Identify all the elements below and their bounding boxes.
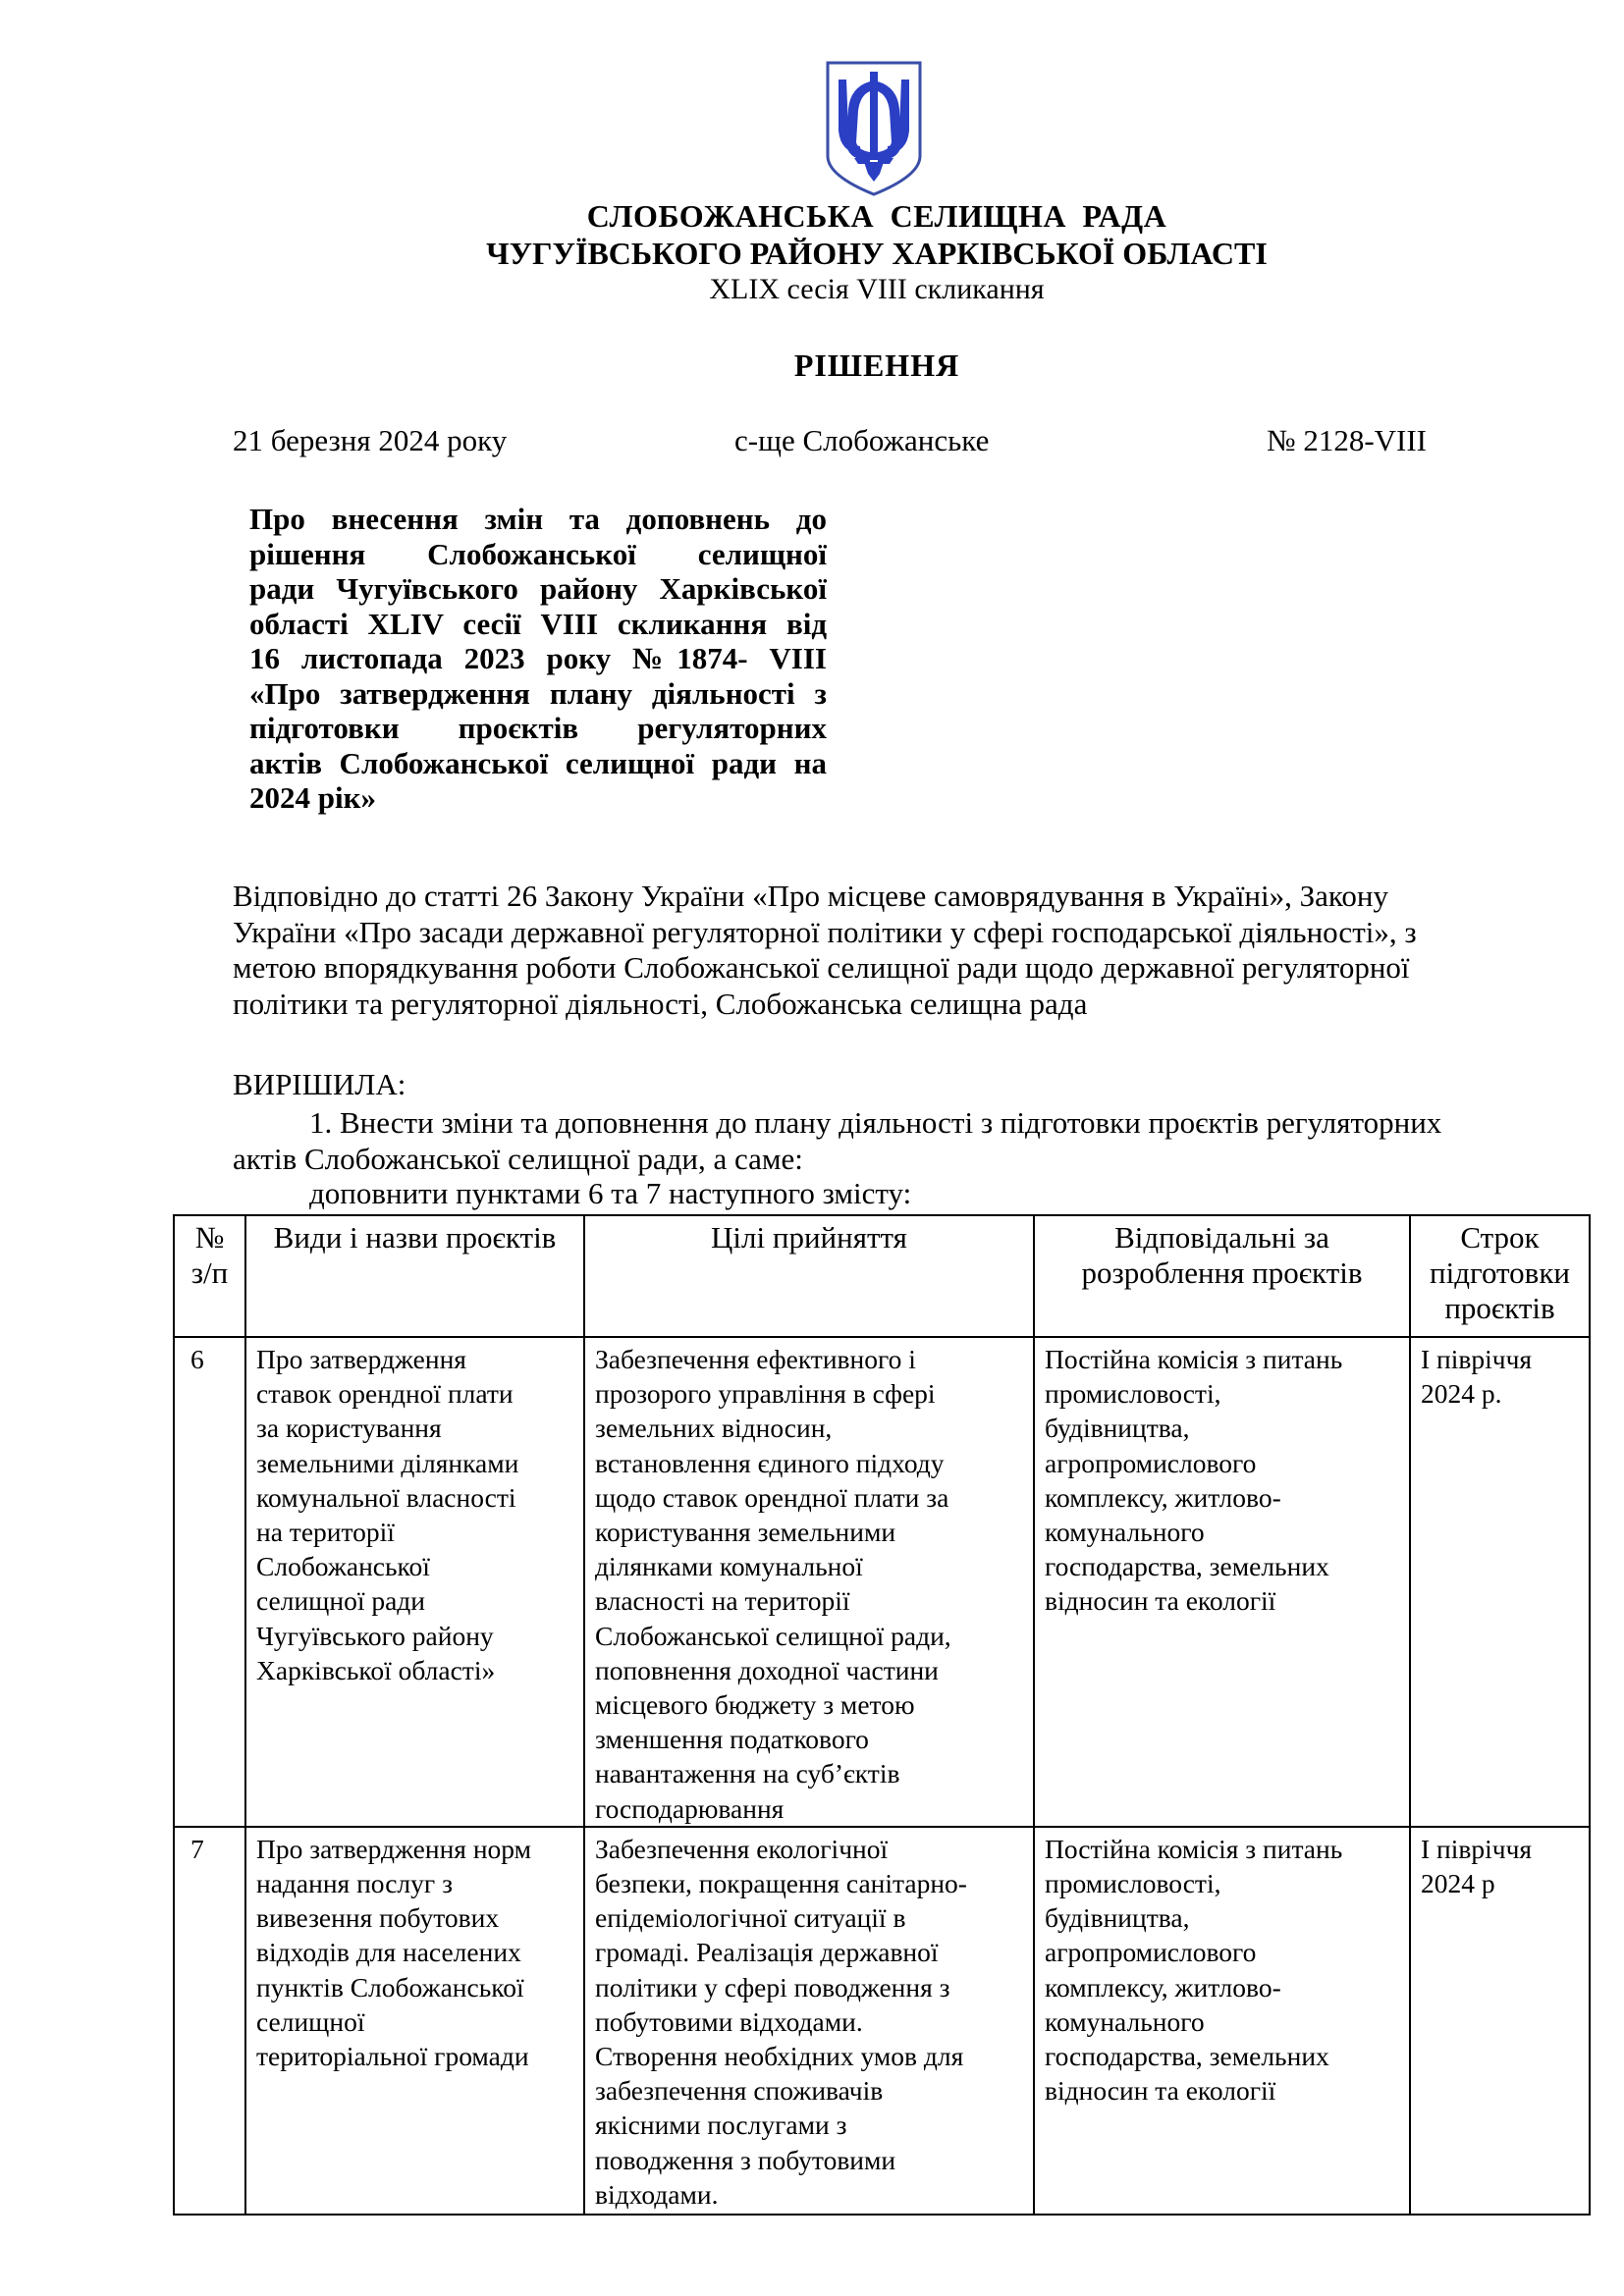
header-text: Відповідальні за (1114, 1220, 1329, 1255)
cell-line: за користування (256, 1413, 442, 1444)
district-name: ЧУГУЇВСЬКОГО РАЙОНУ ХАРКІВСЬКОЇ ОБЛАСТІ (486, 236, 1268, 271)
decision-subject (249, 502, 827, 816)
cell-term (1410, 1337, 1590, 1827)
cell-line: ставок орендної плати (256, 1378, 514, 1410)
cell-line: вивезення побутових (256, 1902, 500, 1934)
cell-project-name (245, 1337, 584, 1827)
header-term (1410, 1215, 1590, 1337)
cell-line: комунального (1045, 1517, 1205, 1548)
preamble-line: метою впорядкування роботи Слобожанської селищної ради щодо державної регуляторної (233, 950, 1410, 985)
cell-goals (584, 1337, 1034, 1827)
cell-line: забезпечення споживачів (595, 2075, 884, 2107)
cell-line: надання послуг з (256, 1868, 453, 1899)
cell-line: поводження з побутовими (595, 2144, 896, 2175)
cell-term (1410, 1827, 1590, 2215)
cell-line: встановлення єдиного підходу (595, 1447, 945, 1478)
cell-line: відносин та екології (1045, 2075, 1276, 2107)
cell-line: Про затвердження (256, 1344, 466, 1374)
subject-line: області XLIV сесії VIII скликання від (249, 606, 827, 641)
cell-line: Слобожанської (256, 1551, 430, 1582)
cell-responsible (1034, 1337, 1410, 1827)
cell-line: користування земельними (595, 1517, 896, 1548)
cell-line: земельними ділянками (256, 1447, 519, 1478)
document-type: РІШЕННЯ (793, 347, 960, 383)
cell-number: 6 (174, 1337, 245, 1827)
point-1 (233, 1105, 1529, 1177)
table-header-row (174, 1215, 1590, 1337)
cell-line: Про затвердження норм (256, 1833, 532, 1864)
cell-line: будівництва, (1045, 1902, 1190, 1934)
cell-line: господарства, земельних (1045, 1551, 1329, 1582)
header-text: Строк (1460, 1220, 1540, 1255)
cell-line: відходами. (595, 2178, 719, 2210)
cell-line: навантаження на суб’єктів (595, 1758, 900, 1789)
cell-line: будівництва, (1045, 1413, 1190, 1444)
decision-date: 21 березня 2024 року (233, 423, 508, 457)
decision-place: с-ще Слобожанське (734, 423, 990, 457)
subject-line: Про внесення змін та доповнень до (249, 502, 827, 536)
cell-line: промисловості, (1045, 1868, 1221, 1899)
cell-line: Харківської області» (256, 1654, 496, 1685)
cell-line: 2024 р (1421, 1868, 1495, 1899)
cell-line: комунальної власності (256, 1481, 516, 1513)
cell-line: територіальної громади (256, 2041, 529, 2072)
cell-line: місцевого бюджету з метою (595, 1689, 915, 1721)
cell-line: щодо ставок орендної плати за (595, 1481, 949, 1513)
cell-line: комплексу, житлово- (1045, 1971, 1281, 2002)
header-text: з/п (190, 1255, 229, 1290)
subject-line: актів Слобожанської селищної ради на (249, 745, 827, 780)
preamble-line: Відповідно до статті 26 Закону України «Про місцеве самоврядування в Україні», Закону (233, 879, 1389, 913)
cell-line: відходів для населених (256, 1937, 521, 1968)
cell-line: прозорого управління в сфері (595, 1378, 936, 1410)
subject-line: підготовки проєктів регуляторних (249, 711, 827, 745)
cell-responsible (1034, 1827, 1410, 2215)
cell-line: Забезпечення ефективного і (595, 1344, 916, 1374)
subject-line: «Про затвердження плану діяльності з (249, 675, 827, 711)
cell-line: на території (256, 1517, 395, 1548)
plan-table (173, 1214, 1591, 2216)
decided-heading: ВИРІШИЛА: (233, 1067, 406, 1101)
cell-line: І півріччя (1421, 1344, 1533, 1374)
subject-line: 2024 рік» (249, 780, 376, 815)
header-text: розроблення проєктів (1081, 1255, 1363, 1290)
coat-of-arms-emblem (825, 60, 923, 197)
header-text: Види і назви проєктів (273, 1220, 557, 1255)
point-1-tail: доповнити пунктами 6 та 7 наступного змісту: (309, 1176, 912, 1210)
cell-line: епідеміологічної ситуації в (595, 1902, 906, 1934)
cell-line: ділянками комунальної (595, 1551, 863, 1582)
header-text: Цілі прийняття (711, 1220, 907, 1255)
header-responsible (1034, 1215, 1410, 1337)
cell-line: господарювання (595, 1792, 785, 1824)
cell-line: безпеки, покращення санітарно- (595, 1868, 967, 1899)
table-row (174, 1827, 1590, 2215)
cell-line: пунктів Слобожанської (256, 1971, 524, 2002)
cell-line: побутовими відходами. (595, 2005, 863, 2037)
cell-goals (584, 1827, 1034, 2215)
cell-line: Чугуївського району (256, 1620, 494, 1651)
point-1-line: 1. Внести зміни та доповнення до плану діяльності з підготовки проєктів регуляторних (309, 1105, 1442, 1140)
cell-line: політики у сфері поводження з (595, 1971, 950, 2002)
cell-number: 7 (174, 1827, 245, 2215)
cell-project-name (245, 1827, 584, 2215)
cell-line: Слобожанської селищної ради, (595, 1620, 951, 1651)
table-row (174, 1337, 1590, 1827)
preamble-paragraph (233, 879, 1529, 1022)
header-number (174, 1215, 245, 1337)
cell-line: комплексу, житлово- (1045, 1481, 1281, 1513)
cell-line: Постійна комісія з питань (1045, 1344, 1343, 1374)
cell-line: якісними послугами з (595, 2109, 847, 2141)
cell-line: І півріччя (1421, 1833, 1533, 1864)
preamble-line: України «Про засади державної регуляторної політики у сфері господарської діяльності», з (233, 914, 1417, 949)
cell-line: агропромислового (1045, 1937, 1257, 1968)
cell-line: Створення необхідних умов для (595, 2041, 964, 2072)
subject-line: рішення Слобожанської селищної (249, 536, 827, 571)
session-line: XLIX сесія VIII скликання (709, 273, 1045, 305)
header-goals (584, 1215, 1034, 1337)
cell-line: комунального (1045, 2005, 1205, 2037)
cell-line: агропромислового (1045, 1447, 1257, 1478)
cell-line: громаді. Реалізація державної (595, 1937, 939, 1968)
header-project-names (245, 1215, 584, 1337)
header-text: проєктів (1444, 1291, 1555, 1325)
cell-line: селищної ради (256, 1585, 426, 1617)
cell-line: зменшення податкового (595, 1724, 869, 1755)
cell-line: Забезпечення екологічної (595, 1833, 889, 1864)
header-text: підготовки (1430, 1255, 1570, 1290)
cell-line: селищної (256, 2005, 365, 2037)
subject-line: 16 листопада 2023 року №1874- VIII (249, 641, 827, 675)
preamble-line: політики та регуляторної діяльності, Слобожанська селищна рада (233, 986, 1088, 1021)
council-name: СЛОБОЖАНСЬКА СЕЛИЩНА РАДА (586, 198, 1167, 234)
point-1-line: актів Слобожанської селищної ради, а саме: (233, 1141, 803, 1176)
cell-line: Постійна комісія з питань (1045, 1833, 1343, 1864)
cell-line: земельних відносин, (595, 1413, 833, 1444)
header-text: № (194, 1220, 225, 1255)
cell-line: поповнення доходної частини (595, 1654, 939, 1685)
cell-line: власності на території (595, 1585, 850, 1617)
subject-line: ради Чугуївського району Харківської (249, 571, 827, 606)
decision-number: № 2128-VIII (1267, 423, 1428, 457)
cell-line: промисловості, (1045, 1378, 1221, 1410)
cell-line: 2024 р. (1421, 1378, 1502, 1410)
cell-line: господарства, земельних (1045, 2041, 1329, 2072)
cell-line: відносин та екології (1045, 1585, 1276, 1617)
